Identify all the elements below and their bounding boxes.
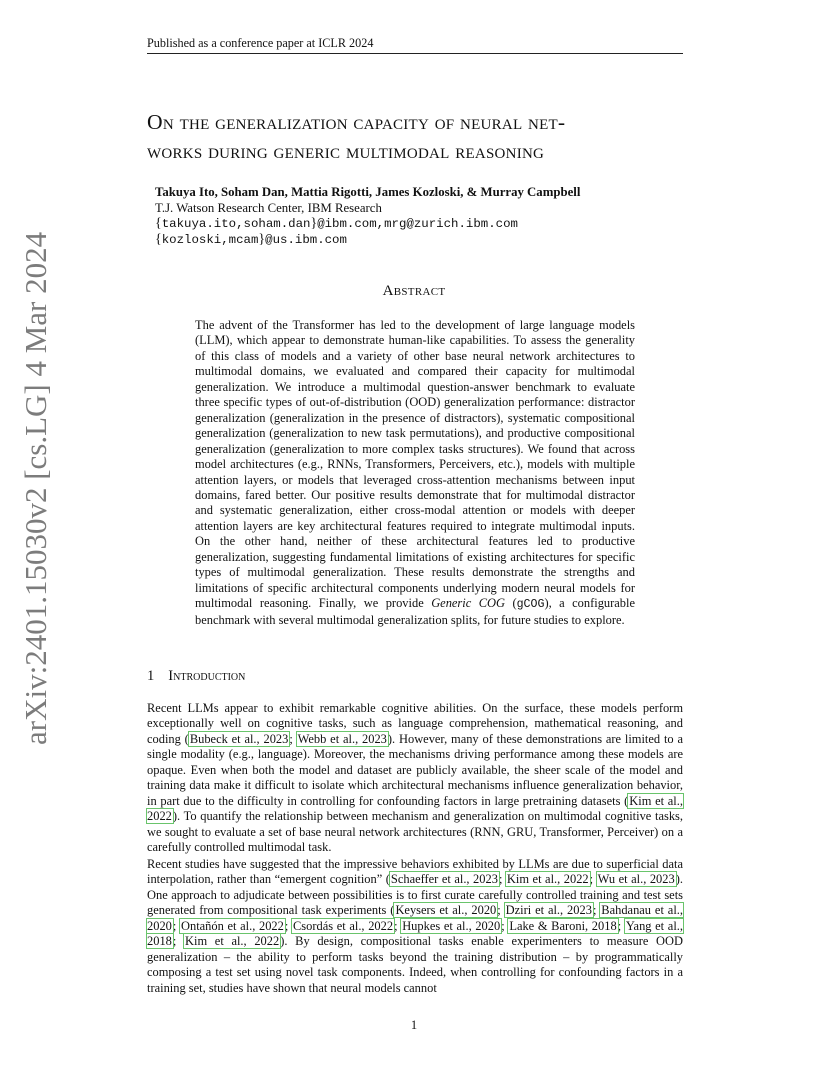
para-text: ; — [617, 918, 625, 933]
para-text: ; — [498, 872, 506, 887]
brace-close: } — [258, 232, 266, 247]
para-text: ; — [394, 918, 402, 933]
para-text: Recent LLMs appear to exhibit remarkable cognitive abilities. On the surface, these models perform exceptionally well on cognitive tasks, such as language comprehension, mathematical reasoning, and coding ( — [147, 701, 683, 746]
abstract-body — [195, 318, 635, 628]
email-domain-1: @ibm.com, — [317, 217, 385, 231]
title-line-2: works during generic multimodal reasoning — [147, 139, 545, 163]
email-extra: mrg@zurich.ibm.com — [384, 217, 518, 231]
author-list: Takuya Ito, Soham Dan, Mattia Rigotti, James Kozloski, & Murray Campbell — [155, 185, 581, 199]
page-number: 1 — [410, 1018, 418, 1032]
citation-link[interactable]: Csordás et al., 2022 — [292, 918, 394, 933]
email-line-1 — [155, 216, 675, 232]
citation-link[interactable]: Schaeffer et al., 2023 — [390, 872, 498, 887]
section-heading — [147, 668, 245, 685]
para-text: ; — [592, 903, 601, 918]
running-header: Published as a conference paper at ICLR 2024 — [147, 36, 683, 54]
citation-link[interactable]: Hupkes et al., 2020 — [402, 918, 501, 933]
email-names-2: kozloski,mcam — [161, 233, 259, 247]
para-text: ). By design, compositional tasks enable experimenters to measure OOD generalization – the ability to perform tasks beyond the training distribution – by programmatically composing a test set using novel task components. Indeed, when controlling for confounding factors in a training set, studies have shown that neural models cannot — [147, 934, 683, 995]
intro-paragraph-1 — [147, 701, 683, 856]
section-number: 1 — [147, 668, 155, 684]
para-text: ; — [589, 872, 597, 887]
paper-title — [147, 108, 697, 166]
para-text: ; — [172, 918, 180, 933]
abstract-text: The advent of the Transformer has led to the development of large language models (LLM), which appear to demonstrate human-like capabilities. To assess the generality of this class of models and a variety of other base neural network architectures to multimodal domains, we evaluated and compared their capacity for multimodal generalization. We introduce a multimodal question-answer benchmark to evaluate three specific types of out-of-distribution (OOD) generalization performance: distractor generalization (generalization in the presence of distractors), systematic compositional generalization (generalization to new task permutations), and productive compositional generalization (generalization to more complex tasks structures). We found that across model architectures (e.g., RNNs, Transformers, Perceivers, etc.), models with multiple attention layers, or models that leveraged cross-attention mechanisms between input domains, fared better. Our positive results demonstrate that for multimodal distractor and systematic generalization, either cross-modal attention or models with deeper attention layers are key architectural features required to integrate multimodal inputs. On the other hand, neither of these architectural features led to productive generalization, suggesting fundamental limitations of existing architectures for specific types of multimodal generalization. These results demonstrate the strengths and limitations of specific architectural components underlying modern neural models for multimodal reasoning. Finally, we provide — [195, 318, 635, 611]
citation-link[interactable]: Kim et al., 2022 — [506, 872, 589, 887]
citation-link[interactable]: Dziri et al., 2023 — [505, 903, 592, 918]
email-names-1: takuya.ito,soham.dan — [161, 217, 311, 231]
email-domain-2: @us.ibm.com — [265, 233, 347, 247]
email-line-2 — [155, 232, 675, 248]
citation-link[interactable]: Kim et al., 2022 — [185, 934, 280, 949]
brace-open: { — [155, 216, 162, 231]
abstract-paren: ( — [504, 596, 517, 611]
affiliation: T.J. Watson Research Center, IBM Research — [155, 201, 382, 215]
para-text: ; — [497, 903, 505, 918]
para-text: ; — [172, 934, 185, 949]
arxiv-identifier[interactable]: arXiv:2401.15030v2 [cs.LG] 4 Mar 2024 — [18, 231, 53, 745]
para-text: ; — [501, 918, 509, 933]
benchmark-name: Generic COG — [431, 596, 505, 611]
citation-link[interactable]: Bubeck et al., 2023 — [189, 731, 289, 746]
section-title: Introduction — [168, 668, 246, 684]
para-text: ). To quantify the relationship between mechanism and generalization on multimodal cognitive tasks, we sought to evaluate a set of base neural network architectures (RNN, GRU, Transformer, Perceiver) on a carefully controlled multimodal task. — [147, 809, 683, 855]
citation-link[interactable]: Lake & Baroni, 2018 — [509, 918, 617, 933]
title-line-1: On the generalization capacity of neural net- — [147, 110, 566, 134]
citation-link[interactable]: Yang et al., 2018 — [147, 918, 683, 949]
citation-link[interactable]: Keysers et al., 2020 — [395, 903, 497, 918]
citation-link[interactable]: Webb et al., 2023 — [297, 731, 387, 746]
abstract-heading: Abstract — [382, 283, 446, 299]
citation-link[interactable]: Bahdanau et al., 2020 — [147, 903, 683, 933]
author-block — [155, 184, 675, 248]
intro-paragraph-2 — [147, 857, 683, 996]
para-text: ). One approach to adjudicate between possibilities is to first curate carefully controlled training and test sets generated from compositional task experiments ( — [147, 872, 683, 918]
citation-link[interactable]: Wu et al., 2023 — [597, 872, 675, 887]
citation-link[interactable]: Kim et al., 2022 — [147, 793, 683, 824]
benchmark-code: gCOG — [516, 598, 545, 612]
brace-close: } — [310, 216, 318, 231]
brace-open: { — [155, 232, 162, 247]
para-text: ). However, many of these demonstrations are limited to a single modality (e.g., language). Moreover, the mechanisms driving performance among these models are opaque. Even when both the model and dataset are publicly available, the sheer scale of the model and training data make it difficult to isolate which architectural mechanisms influence generalization behavior, in part due to the difficulty in controlling for confounding factors in large pretraining datasets ( — [147, 731, 683, 808]
para-text: Recent studies have suggested that the impressive behaviors exhibited by LLMs are due to superficial data interpolation, rather than “emergent cognition” ( — [147, 857, 683, 887]
citation-link[interactable]: Ontañón et al., 2022 — [181, 918, 284, 933]
para-text: ; — [284, 918, 292, 933]
para-text: ; — [289, 731, 297, 746]
abstract-text-end: ), a configurable benchmark with several multimodal generalization splits, for future studies to explore. — [195, 596, 635, 627]
